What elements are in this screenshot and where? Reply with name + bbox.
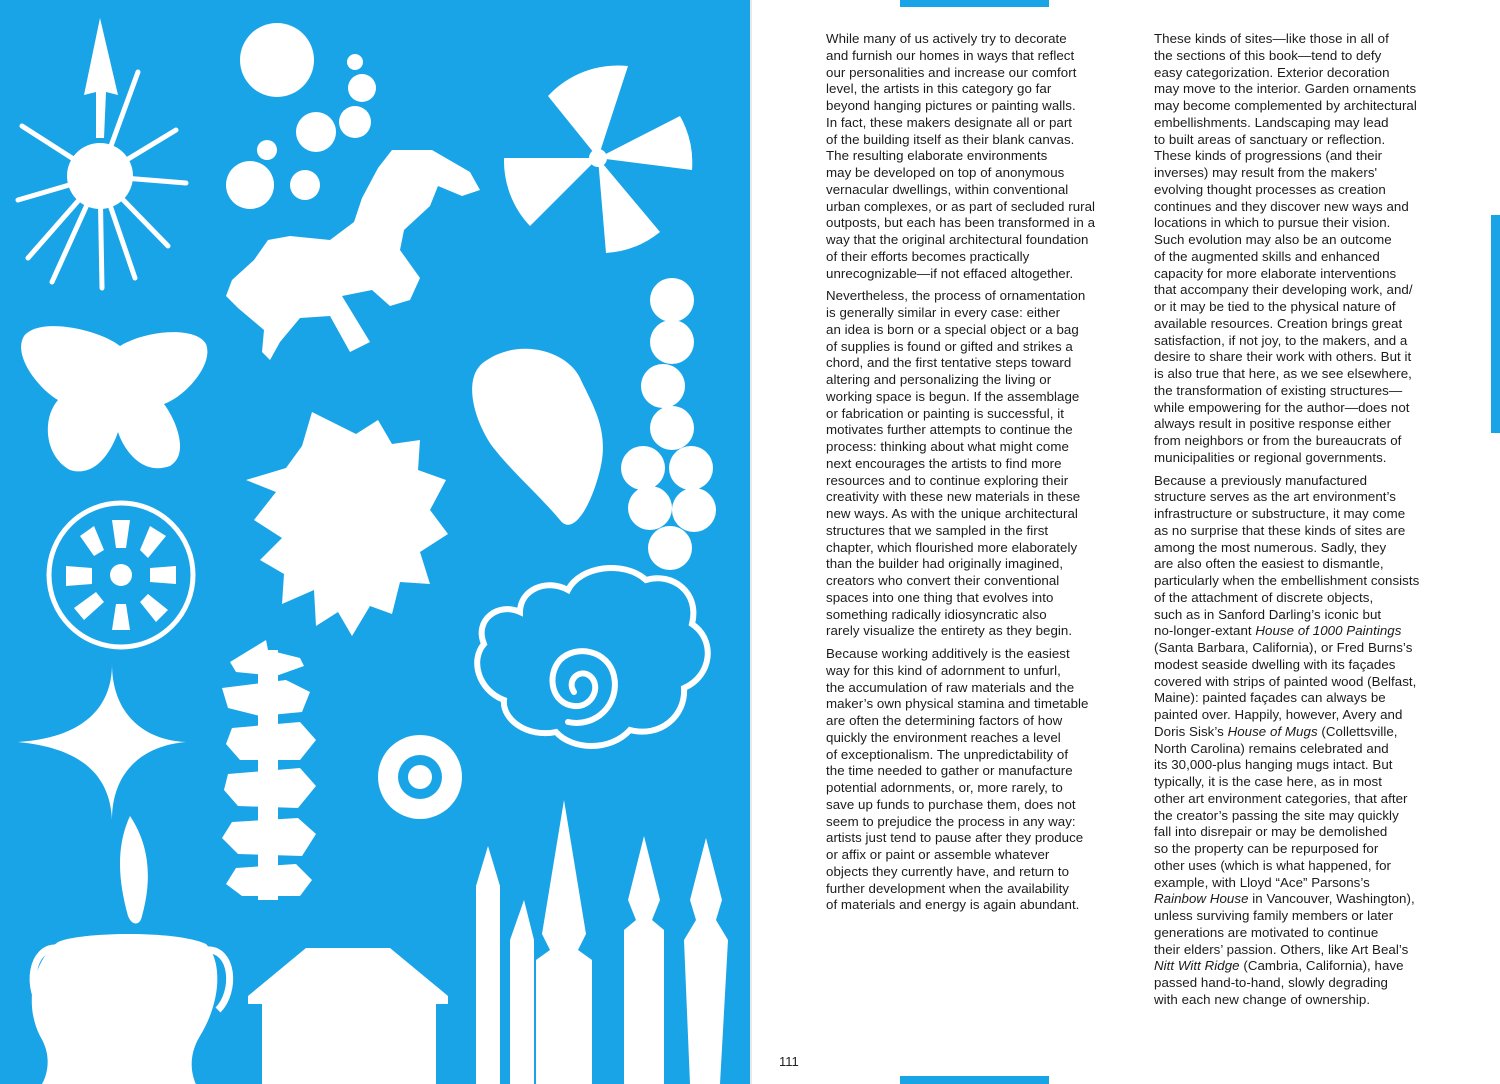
text-line: are often the determining factors of how — [826, 713, 1063, 728]
text-line: with each new change of ownership. — [1154, 991, 1371, 1007]
text-line: objects they currently have, and return to — [826, 863, 1070, 879]
text-line: Maine): painted façades can always be — [1154, 690, 1386, 706]
text-line: urban complexes, or as part of secluded rural — [826, 198, 1096, 214]
text-line: of the attachment of discrete objects, — [1154, 589, 1374, 605]
text-line: new ways. As with the unique architectural — [826, 506, 1078, 521]
text-line: These kinds of sites—like those in all of — [1154, 31, 1389, 46]
page-gutter — [750, 0, 752, 1084]
text-line: painted over. Happily, however, Avery and — [1154, 707, 1403, 722]
text-line: locations in which to pursue their vision. — [1154, 215, 1391, 231]
text-line: Nevertheless, the process of ornamentation — [826, 288, 1086, 304]
beads-icon — [621, 278, 716, 570]
text-line: capacity for more elaborate interventions — [1154, 265, 1397, 281]
text-line: and furnish our homes in ways that reflect — [826, 47, 1075, 63]
text-line: of exceptionalism. The unpredictability of — [826, 746, 1069, 762]
text-line: creators who convert their conventional — [826, 573, 1060, 588]
text-line: fall into disrepair or may be demolished — [1154, 824, 1388, 840]
text-line: the sections of this book—tend to defy — [1154, 47, 1382, 63]
star-icon — [18, 664, 186, 820]
text-line: quickly the environment reaches a level — [826, 729, 1061, 745]
text-line: unless surviving family members or later — [1154, 908, 1394, 923]
text-column-left — [826, 31, 1146, 920]
text-line: Doris Sisk’s House of Mugs (Collettsville, — [1154, 723, 1398, 739]
text-line: our personalities and increase our comfort — [826, 64, 1077, 80]
text-line: their elders’ passion. Others, like Art Beal’s — [1154, 941, 1409, 957]
text-line: the time needed to gather or manufacture — [826, 763, 1073, 779]
text-line: other art environment categories, that after — [1154, 790, 1408, 806]
text-line: chapter, which flourished more elaborately — [826, 539, 1078, 555]
text-line: its 30,000-plus hanging mugs intact. But — [1154, 757, 1393, 773]
text-line: particularly when the embellishment consists — [1154, 573, 1420, 588]
wheel-icon — [49, 503, 193, 647]
text-line: is also true that here, as we see elsewhere, — [1154, 366, 1412, 381]
text-line: generations are motivated to continue — [1154, 924, 1379, 940]
text-line: outposts, but each has been transformed in a — [826, 215, 1096, 231]
text-line: so the property can be repurposed for — [1154, 841, 1379, 856]
text-line: further development when the availability — [826, 880, 1070, 896]
text-line: North Carolina) remains celebrated and — [1154, 740, 1389, 756]
target-icon — [378, 735, 462, 819]
house-icon — [248, 948, 448, 1084]
text-line: the creator’s passing the site may quickly — [1154, 807, 1399, 823]
text-line: structures that we sampled in the first — [826, 522, 1049, 538]
text-line: structure serves as the art environment’s — [1154, 489, 1396, 505]
text-line: unrecognizable—if not effaced altogether. — [826, 265, 1074, 281]
text-line: motivates further attempts to continue the — [826, 422, 1073, 438]
paragraph — [826, 31, 1146, 282]
text-line: example, with Lloyd “Ace” Parsons’s — [1154, 874, 1370, 890]
text-line: that accompany their developing work, and/ — [1154, 282, 1413, 298]
text-line: level, the artists in this category go far — [826, 81, 1052, 97]
text-line: satisfaction, if not joy, to the makers, and a — [1154, 332, 1408, 348]
text-line: process: thinking about what might come — [826, 439, 1069, 454]
text-line: of their efforts becomes practically — [826, 248, 1030, 264]
text-line: resources and to continue exploring their — [826, 472, 1069, 488]
text-line: artists just tend to pause after they produce — [826, 830, 1084, 846]
text-line: spaces into one thing that evolves into — [826, 589, 1054, 605]
text-line: of the augmented skills and enhanced — [1154, 248, 1380, 264]
text-line: way for this kind of adornment to unfurl, — [826, 662, 1061, 678]
text-line: seem to prejudice the process in any way: — [826, 813, 1076, 829]
bottom-color-tab — [900, 1076, 1049, 1084]
text-line: Because working additively is the easiest — [826, 646, 1070, 661]
butterfly-icon — [21, 326, 207, 471]
text-line: may become complemented by architectural — [1154, 98, 1417, 113]
text-line: municipalities or regional governments. — [1154, 449, 1387, 465]
text-line: The resulting elaborate environments — [826, 148, 1048, 164]
text-line: Because a previously manufactured — [1154, 472, 1368, 488]
text-line: the accumulation of raw materials and the — [826, 679, 1075, 695]
text-line: (Santa Barbara, California), or Fred Burns’s — [1154, 640, 1413, 655]
leaf-icon — [246, 412, 448, 636]
text-line: vernacular dwellings, within conventional — [826, 181, 1069, 197]
cloud-spiral-icon — [477, 568, 708, 746]
text-line: or fabrication or painting is successful, it — [826, 405, 1064, 421]
text-line: other uses (which is what happened, for — [1154, 857, 1391, 873]
spires-icon — [476, 800, 728, 1084]
text-line: of supplies is found or gifted and strikes a — [826, 338, 1073, 354]
text-line: save up funds to purchase them, does not — [826, 796, 1076, 812]
text-line: Rainbow House in Vancouver, Washington), — [1154, 891, 1415, 907]
text-line: to built areas of sanctuary or reflection. — [1154, 131, 1386, 147]
circles-icon — [226, 23, 376, 209]
text-line: is generally similar in every case: either — [826, 305, 1061, 320]
side-color-tab — [1491, 215, 1500, 433]
text-line: among the most numerous. Sadly, they — [1154, 539, 1387, 555]
text-line: In fact, these makers designate all or part — [826, 114, 1073, 130]
text-line: chord, and the first tentative steps toward — [826, 355, 1072, 371]
text-line: available resources. Creation brings great — [1154, 315, 1403, 331]
text-line: no-longer-extant House of 1000 Paintings — [1154, 623, 1402, 639]
text-line: from neighbors or from the bureaucrats of — [1154, 433, 1402, 448]
top-color-tab — [900, 0, 1049, 7]
text-line: way that the original architectural foundation — [826, 232, 1089, 247]
text-line: embellishments. Landscaping may lead — [1154, 114, 1389, 130]
text-line: covered with strips of painted wood (Belfast, — [1154, 673, 1417, 689]
text-line: modest seaside dwelling with its façades — [1154, 656, 1396, 672]
text-line: next encourages the artists to find more — [826, 455, 1062, 471]
text-line: such as in Sanford Darling’s iconic but — [1154, 606, 1382, 622]
sun-icon — [18, 18, 186, 288]
paragraph — [826, 288, 1146, 640]
text-line: the transformation of existing structures— — [1154, 382, 1403, 398]
text-line: of materials and energy is again abundant. — [826, 897, 1080, 913]
text-line: desire to share their work with others. But it — [1154, 349, 1412, 365]
paragraph — [1154, 473, 1474, 1009]
text-line: or it may be tied to the physical nature of — [1154, 299, 1396, 314]
paragraph — [826, 646, 1146, 914]
text-line: may move to the interior. Garden ornaments — [1154, 81, 1417, 97]
text-line: or affix or paint or assemble whatever — [826, 847, 1050, 862]
text-line: may be developed on top of anonymous — [826, 165, 1065, 180]
totem-icon — [222, 640, 316, 900]
text-line: while empowering for the author—does not — [1154, 399, 1410, 415]
page-number: 111 — [779, 1054, 799, 1069]
text-column-right — [1154, 31, 1474, 1015]
text-line: Nitt Witt Ridge (Cambria, California), have — [1154, 958, 1404, 974]
text-line: as no surprise that these kinds of sites are — [1154, 522, 1406, 538]
text-line: infrastructure or substructure, it may come — [1154, 506, 1406, 521]
text-line: creativity with these new materials in these — [826, 489, 1081, 505]
text-line: inverses) may result from the makers' — [1154, 165, 1378, 180]
text-line: Such evolution may also be an outcome — [1154, 232, 1392, 247]
pinwheel-icon — [504, 65, 692, 253]
paragraph — [1154, 31, 1474, 467]
text-line: always result in positive response either — [1154, 416, 1392, 432]
text-line: While many of us actively try to decorate — [826, 31, 1067, 46]
text-line: are also often the easiest to dismantle, — [1154, 556, 1384, 572]
text-line: typically, it is the case here, as in most — [1154, 774, 1382, 789]
text-line: maker’s own physical stamina and timetable — [826, 696, 1089, 712]
text-line: something radically idiosyncratic also — [826, 606, 1047, 622]
text-line: easy categorization. Exterior decoration — [1154, 64, 1390, 80]
text-line: continues and they discover new ways and — [1154, 198, 1409, 214]
text-line: working space is begun. If the assemblage — [826, 388, 1080, 404]
text-line: These kinds of progressions (and their — [1154, 148, 1383, 164]
text-line: beyond hanging pictures or painting walls. — [826, 98, 1076, 113]
text-line: altering and personalizing the living or — [826, 372, 1052, 387]
text-line: of the building itself as their blank canvas. — [826, 131, 1075, 147]
text-line: rarely visualize the entirety as they begin. — [826, 623, 1073, 639]
text-line: passed hand-to-hand, slowly degrading — [1154, 975, 1388, 990]
text-line: an idea is born or a special object or a bag — [826, 321, 1079, 337]
text-line: evolving thought processes as creation — [1154, 181, 1386, 197]
text-line: than the builder had originally imagined, — [826, 556, 1064, 572]
vase-icon — [32, 816, 230, 1084]
heart-icon — [472, 349, 603, 525]
text-line: potential adornments, or, more rarely, to — [826, 780, 1063, 795]
